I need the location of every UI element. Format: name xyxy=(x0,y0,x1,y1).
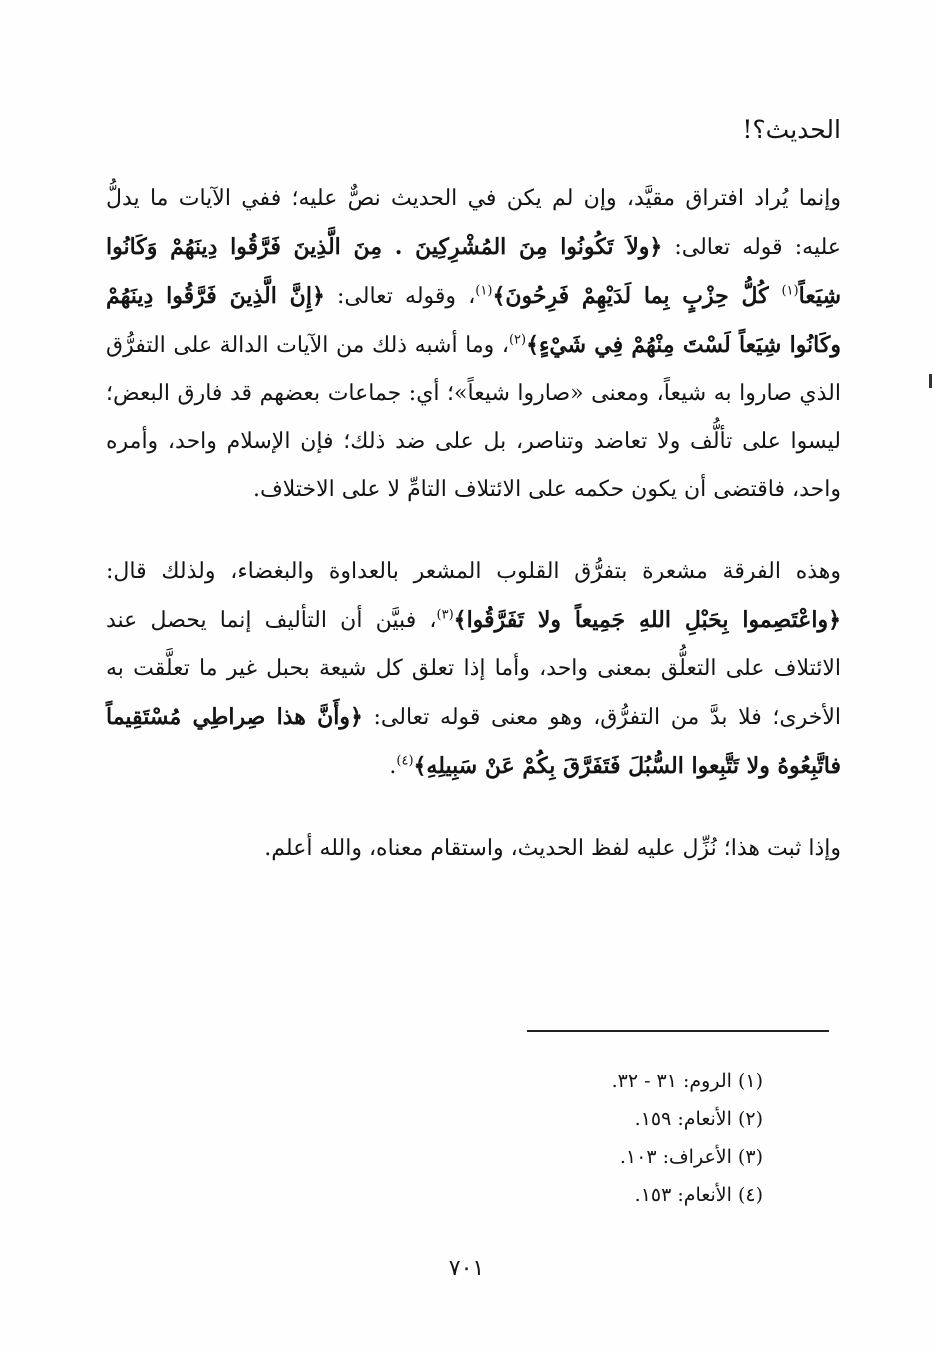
paragraph-1 xyxy=(106,175,841,514)
text-run: وإذا ثبت هذا؛ نُزِّل عليه لفظ الحديث، واستقام معناه، والله أعلم. xyxy=(264,836,841,861)
text-run: وإنما يُراد افتراق مقيَّد، وإن لم يكن في الحديث نصٌّ عليه؛ ففي الآيات ما يدلُّ عليه: قوله تعالى: xyxy=(106,186,841,260)
footnote-ref: (٤) xyxy=(396,753,414,769)
running-head: الحديث؟! xyxy=(742,115,841,144)
footnote-ref: (١) xyxy=(781,283,799,299)
text-run: وهذه الفرقة مشعرة بتفرُّق القلوب المشعر بالعداوة والبغضاء، ولذلك قال: xyxy=(106,559,841,584)
text-run: ، وقوله تعالى: xyxy=(324,284,476,309)
quran-verse: ﴿واعْتَصِموا بِحَبْلِ اللهِ جَمِيعاً ولا تَفَرَّقُوا﴾ xyxy=(453,607,841,633)
quran-verse: كُلُّ حِزْبٍ بِما لَدَيْهِمْ فَرِحُونَ﴾ xyxy=(492,283,782,309)
footnote-ref: (٣) xyxy=(436,607,454,623)
text-run: . xyxy=(389,754,397,779)
footnote-ref: (٢) xyxy=(508,332,527,348)
paragraph-2 xyxy=(106,548,841,791)
footnote-item: (٢) الأنعام: ١٥٩. xyxy=(634,1108,763,1130)
footnote-item: (١) الروم: ٣١ - ٣٢. xyxy=(611,1070,763,1092)
body-text xyxy=(106,175,841,873)
footnote-item: (٤) الأنعام: ١٥٣. xyxy=(634,1184,763,1206)
quran-verse: ﴿إِنَّ الَّذِينَ فَرَّقُوا دِينَهُمْ وكَانُوا شِيَعاً لَسْتَ مِنْهُمْ فِي شَيْءٍ﴾ xyxy=(106,283,841,358)
paragraph-3 xyxy=(106,825,841,873)
footnote-ref: (١) xyxy=(475,283,493,299)
quran-verse: ﴿وأَنَّ هذا صِراطِي مُسْتَقِيماً فاتَّبِعُوهُ ولا تَتَّبِعوا السُّبُلَ فَتَفَرَّقَ بِكُمْ عَنْ سَبِيلِهِ﴾ xyxy=(106,704,841,779)
quran-verse: ﴿ولاَ تَكُونُوا مِنَ المُشْرِكِينَ . مِنَ الَّذِينَ فَرَّقُوا دِينَهُمْ وَكَانُوا شِيَعاً xyxy=(106,234,841,309)
page-number: ٧٠١ xyxy=(448,1256,485,1281)
text-run: ، وما أشبه ذلك من الآيات الدالة على التفرُّق الذي صاروا به شيعاً، ومعنى «صاروا شيعاً»؛ أي: جماعات بعضهم قد فارق البعض؛ ليسوا على تألُّف ولا تعاضد وتناصر، بل على ضد ذلك؛ فإن الإسلام واحد، وأمره واحد، فاقتضى أن يكون حكمه على الائتلاف التامِّ لا على الاختلاف. xyxy=(106,333,841,502)
footnote-item: (٣) الأعراف: ١٠٣. xyxy=(619,1146,763,1168)
text-run: ، فبيَّن أن التأليف إنما يحصل عند الائتلاف على التعلُّق بمعنى واحد، وأما إذا تعلق كل شيعة بحبل غير ما تعلَّقت به الأخرى؛ فلا بدَّ من التفرُّق، وهو معنى قوله تعالى: xyxy=(106,608,841,730)
footnotes-list xyxy=(612,1062,763,1214)
scan-speck xyxy=(929,374,932,388)
footnote-divider xyxy=(527,1030,829,1032)
